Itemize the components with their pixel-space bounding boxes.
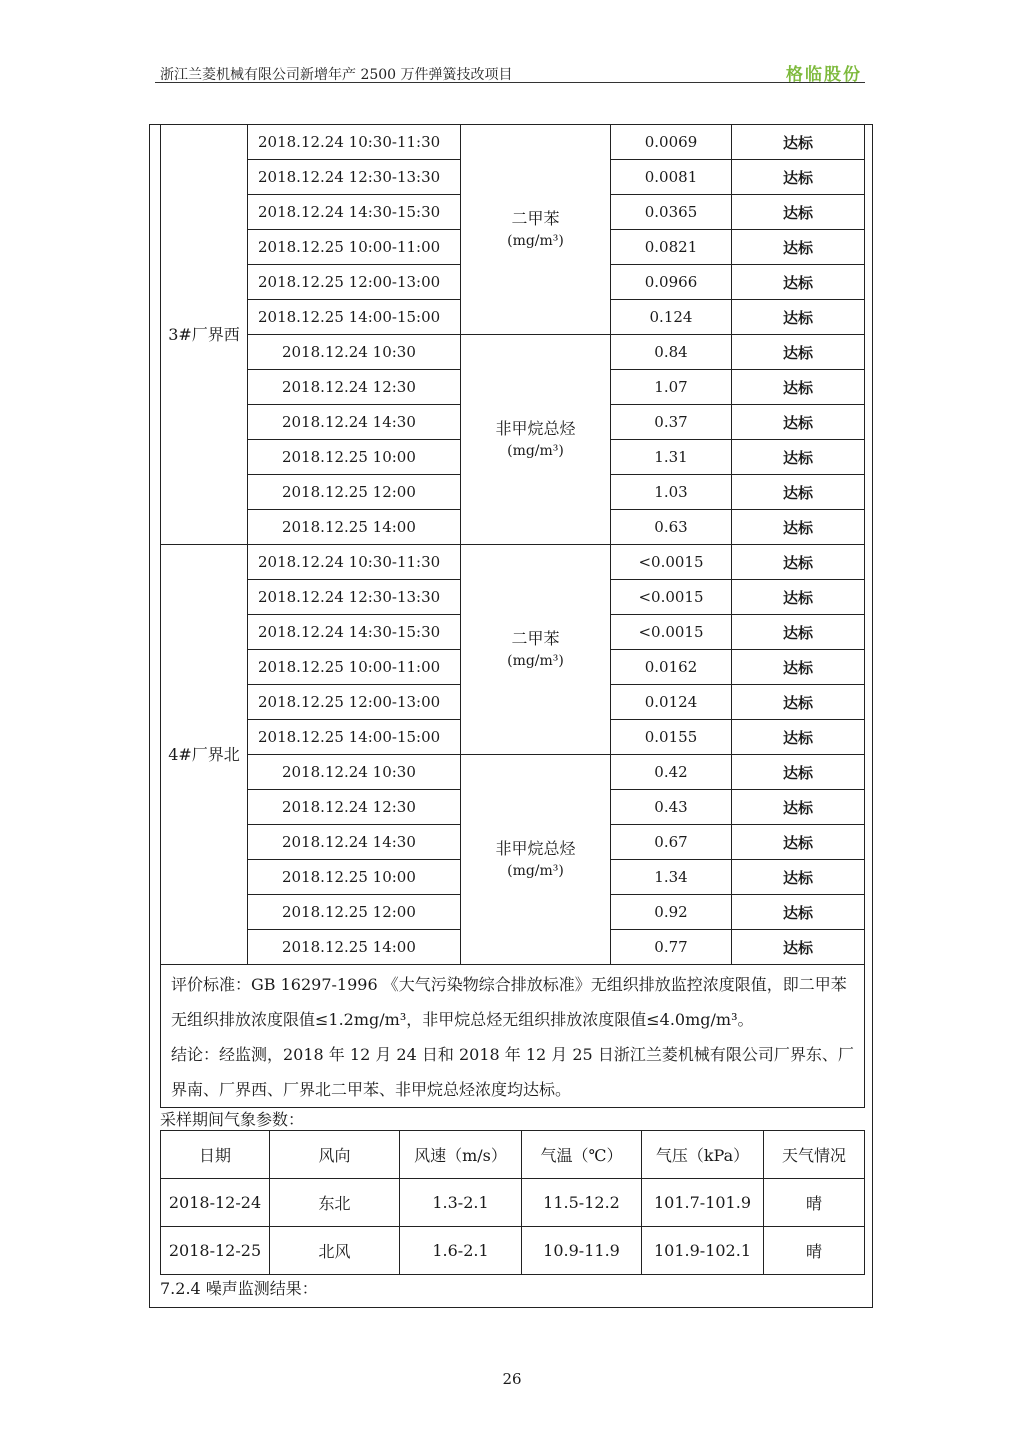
measured-value-cell: <0.0015 <box>611 615 732 650</box>
sample-time-cell: 2018.12.25 12:00-13:00 <box>248 685 461 720</box>
measured-value-cell: 1.34 <box>611 860 732 895</box>
sample-time-cell: 2018.12.25 12:00 <box>248 895 461 930</box>
sample-time-cell: 2018.12.25 10:00 <box>248 440 461 475</box>
parameter-unit: (mg/m³) <box>507 652 564 669</box>
table-row <box>161 125 865 160</box>
compliance-status-cell: 达标 <box>732 790 865 825</box>
meteo-header-cell: 气压（kPa） <box>642 1131 764 1179</box>
monitoring-results-table <box>160 124 865 1108</box>
parameter-unit: (mg/m³) <box>507 442 564 459</box>
measured-value-cell: 0.67 <box>611 825 732 860</box>
sample-time-cell: 2018.12.24 10:30 <box>248 335 461 370</box>
sample-time-cell: 2018.12.25 12:00 <box>248 475 461 510</box>
measured-value-cell: <0.0015 <box>611 580 732 615</box>
measured-value-cell: 1.07 <box>611 370 732 405</box>
evaluation-row <box>161 965 865 1108</box>
meteo-cell: 1.3-2.1 <box>400 1179 522 1227</box>
meteo-table <box>160 1130 865 1275</box>
parameter-name: 二甲苯 <box>511 208 560 228</box>
header-title: 浙江兰菱机械有限公司新增年产 2500 万件弹簧技改项目 <box>160 67 513 83</box>
compliance-status-cell: 达标 <box>732 195 865 230</box>
sample-time-cell: 2018.12.24 12:30 <box>248 790 461 825</box>
compliance-status-cell: 达标 <box>732 755 865 790</box>
meteo-label: 采样期间气象参数： <box>160 1110 305 1129</box>
meteo-cell: 101.7-101.9 <box>642 1179 764 1227</box>
compliance-status-cell: 达标 <box>732 825 865 860</box>
compliance-status-cell: 达标 <box>732 545 865 580</box>
header-divider <box>155 82 865 83</box>
parameter-name: 二甲苯 <box>511 628 560 648</box>
meteo-cell: 东北 <box>270 1179 400 1227</box>
meteo-header-cell: 天气情况 <box>764 1131 865 1179</box>
meteo-cell: 晴 <box>764 1179 865 1227</box>
measured-value-cell: 1.31 <box>611 440 732 475</box>
measured-value-cell: 0.0155 <box>611 720 732 755</box>
meteo-cell: 北风 <box>270 1227 400 1275</box>
brand-logo: 格临股份 <box>786 65 862 85</box>
page-number: 26 <box>502 1370 522 1388</box>
compliance-status-cell: 达标 <box>732 300 865 335</box>
measured-value-cell: 0.0124 <box>611 685 732 720</box>
measured-value-cell: 0.0162 <box>611 650 732 685</box>
meteo-cell: 2018-12-25 <box>161 1227 270 1275</box>
table-row <box>161 755 865 790</box>
sample-time-cell: 2018.12.25 14:00 <box>248 510 461 545</box>
sample-time-cell: 2018.12.24 12:30-13:30 <box>248 580 461 615</box>
measured-value-cell: 0.37 <box>611 405 732 440</box>
evaluation-standard: 评价标准：GB 16297-1996 《大气污染物综合排放标准》无组织排放监控浓度限值，即二甲苯无组织排放浓度限值≤1.2mg/m³，非甲烷总烃无组织排放浓度限值≤4.0mg/m³。 <box>171 975 847 1029</box>
measured-value-cell: 0.0821 <box>611 230 732 265</box>
evaluation-cell <box>161 965 865 1108</box>
sample-time-cell: 2018.12.25 10:00-11:00 <box>248 650 461 685</box>
sample-time-cell: 2018.12.25 12:00-13:00 <box>248 265 461 300</box>
compliance-status-cell: 达标 <box>732 650 865 685</box>
sample-time-cell: 2018.12.25 14:00 <box>248 930 461 965</box>
meteo-cell: 11.5-12.2 <box>522 1179 642 1227</box>
measured-value-cell: 1.03 <box>611 475 732 510</box>
measured-value-cell: <0.0015 <box>611 545 732 580</box>
measured-value-cell: 0.63 <box>611 510 732 545</box>
measured-value-cell: 0.43 <box>611 790 732 825</box>
measured-value-cell: 0.92 <box>611 895 732 930</box>
measured-value-cell: 0.84 <box>611 335 732 370</box>
meteo-header-row <box>161 1131 865 1179</box>
compliance-status-cell: 达标 <box>732 265 865 300</box>
sample-time-cell: 2018.12.24 14:30-15:30 <box>248 615 461 650</box>
measured-value-cell: 0.0069 <box>611 125 732 160</box>
table-row <box>161 545 865 580</box>
site-name-cell: 4#厂界北 <box>161 545 248 965</box>
parameter-name: 非甲烷总烃 <box>495 418 576 438</box>
parameter-cell <box>461 125 611 335</box>
measured-value-cell: 0.77 <box>611 930 732 965</box>
sample-time-cell: 2018.12.25 10:00 <box>248 860 461 895</box>
compliance-status-cell: 达标 <box>732 335 865 370</box>
parameter-cell <box>461 755 611 965</box>
sample-time-cell: 2018.12.24 12:30 <box>248 370 461 405</box>
meteo-header-cell: 日期 <box>161 1131 270 1179</box>
meteo-row <box>161 1179 865 1227</box>
measured-value-cell: 0.42 <box>611 755 732 790</box>
parameter-unit: (mg/m³) <box>507 862 564 879</box>
sample-time-cell: 2018.12.24 14:30-15:30 <box>248 195 461 230</box>
compliance-status-cell: 达标 <box>732 440 865 475</box>
sample-time-cell: 2018.12.24 14:30 <box>248 825 461 860</box>
meteo-header-cell: 风向 <box>270 1131 400 1179</box>
measured-value-cell: 0.124 <box>611 300 732 335</box>
parameter-name: 非甲烷总烃 <box>495 838 576 858</box>
sample-time-cell: 2018.12.24 10:30-11:30 <box>248 545 461 580</box>
measured-value-cell: 0.0966 <box>611 265 732 300</box>
sample-time-cell: 2018.12.24 14:30 <box>248 405 461 440</box>
meteo-cell: 晴 <box>764 1227 865 1275</box>
site-name-cell: 3#厂界西 <box>161 125 248 545</box>
meteo-cell: 101.9-102.1 <box>642 1227 764 1275</box>
parameter-cell <box>461 335 611 545</box>
sample-time-cell: 2018.12.24 12:30-13:30 <box>248 160 461 195</box>
parameter-cell <box>461 545 611 755</box>
meteo-cell: 10.9-11.9 <box>522 1227 642 1275</box>
noise-section-label: 7.2.4 噪声监测结果： <box>160 1279 318 1298</box>
meteo-cell: 2018-12-24 <box>161 1179 270 1227</box>
compliance-status-cell: 达标 <box>732 125 865 160</box>
measured-value-cell: 0.0365 <box>611 195 732 230</box>
compliance-status-cell: 达标 <box>732 370 865 405</box>
sample-time-cell: 2018.12.25 14:00-15:00 <box>248 720 461 755</box>
compliance-status-cell: 达标 <box>732 615 865 650</box>
compliance-status-cell: 达标 <box>732 230 865 265</box>
meteo-cell: 1.6-2.1 <box>400 1227 522 1275</box>
compliance-status-cell: 达标 <box>732 580 865 615</box>
compliance-status-cell: 达标 <box>732 930 865 965</box>
sample-time-cell: 2018.12.25 10:00-11:00 <box>248 230 461 265</box>
compliance-status-cell: 达标 <box>732 685 865 720</box>
sample-time-cell: 2018.12.24 10:30 <box>248 755 461 790</box>
meteo-row <box>161 1227 865 1275</box>
sample-time-cell: 2018.12.25 14:00-15:00 <box>248 300 461 335</box>
compliance-status-cell: 达标 <box>732 510 865 545</box>
compliance-status-cell: 达标 <box>732 720 865 755</box>
sample-time-cell: 2018.12.24 10:30-11:30 <box>248 125 461 160</box>
parameter-unit: (mg/m³) <box>507 232 564 249</box>
evaluation-conclusion: 结论：经监测，2018 年 12 月 24 日和 2018 年 12 月 25 日浙江兰菱机械有限公司厂界东、厂界南、厂界西、厂界北二甲苯、非甲烷总烃浓度均达标。 <box>171 1045 854 1099</box>
measured-value-cell: 0.0081 <box>611 160 732 195</box>
meteo-header-cell: 风速（m/s） <box>400 1131 522 1179</box>
compliance-status-cell: 达标 <box>732 160 865 195</box>
meteo-header-cell: 气温（℃） <box>522 1131 642 1179</box>
compliance-status-cell: 达标 <box>732 895 865 930</box>
compliance-status-cell: 达标 <box>732 475 865 510</box>
compliance-status-cell: 达标 <box>732 860 865 895</box>
table-row <box>161 335 865 370</box>
compliance-status-cell: 达标 <box>732 405 865 440</box>
